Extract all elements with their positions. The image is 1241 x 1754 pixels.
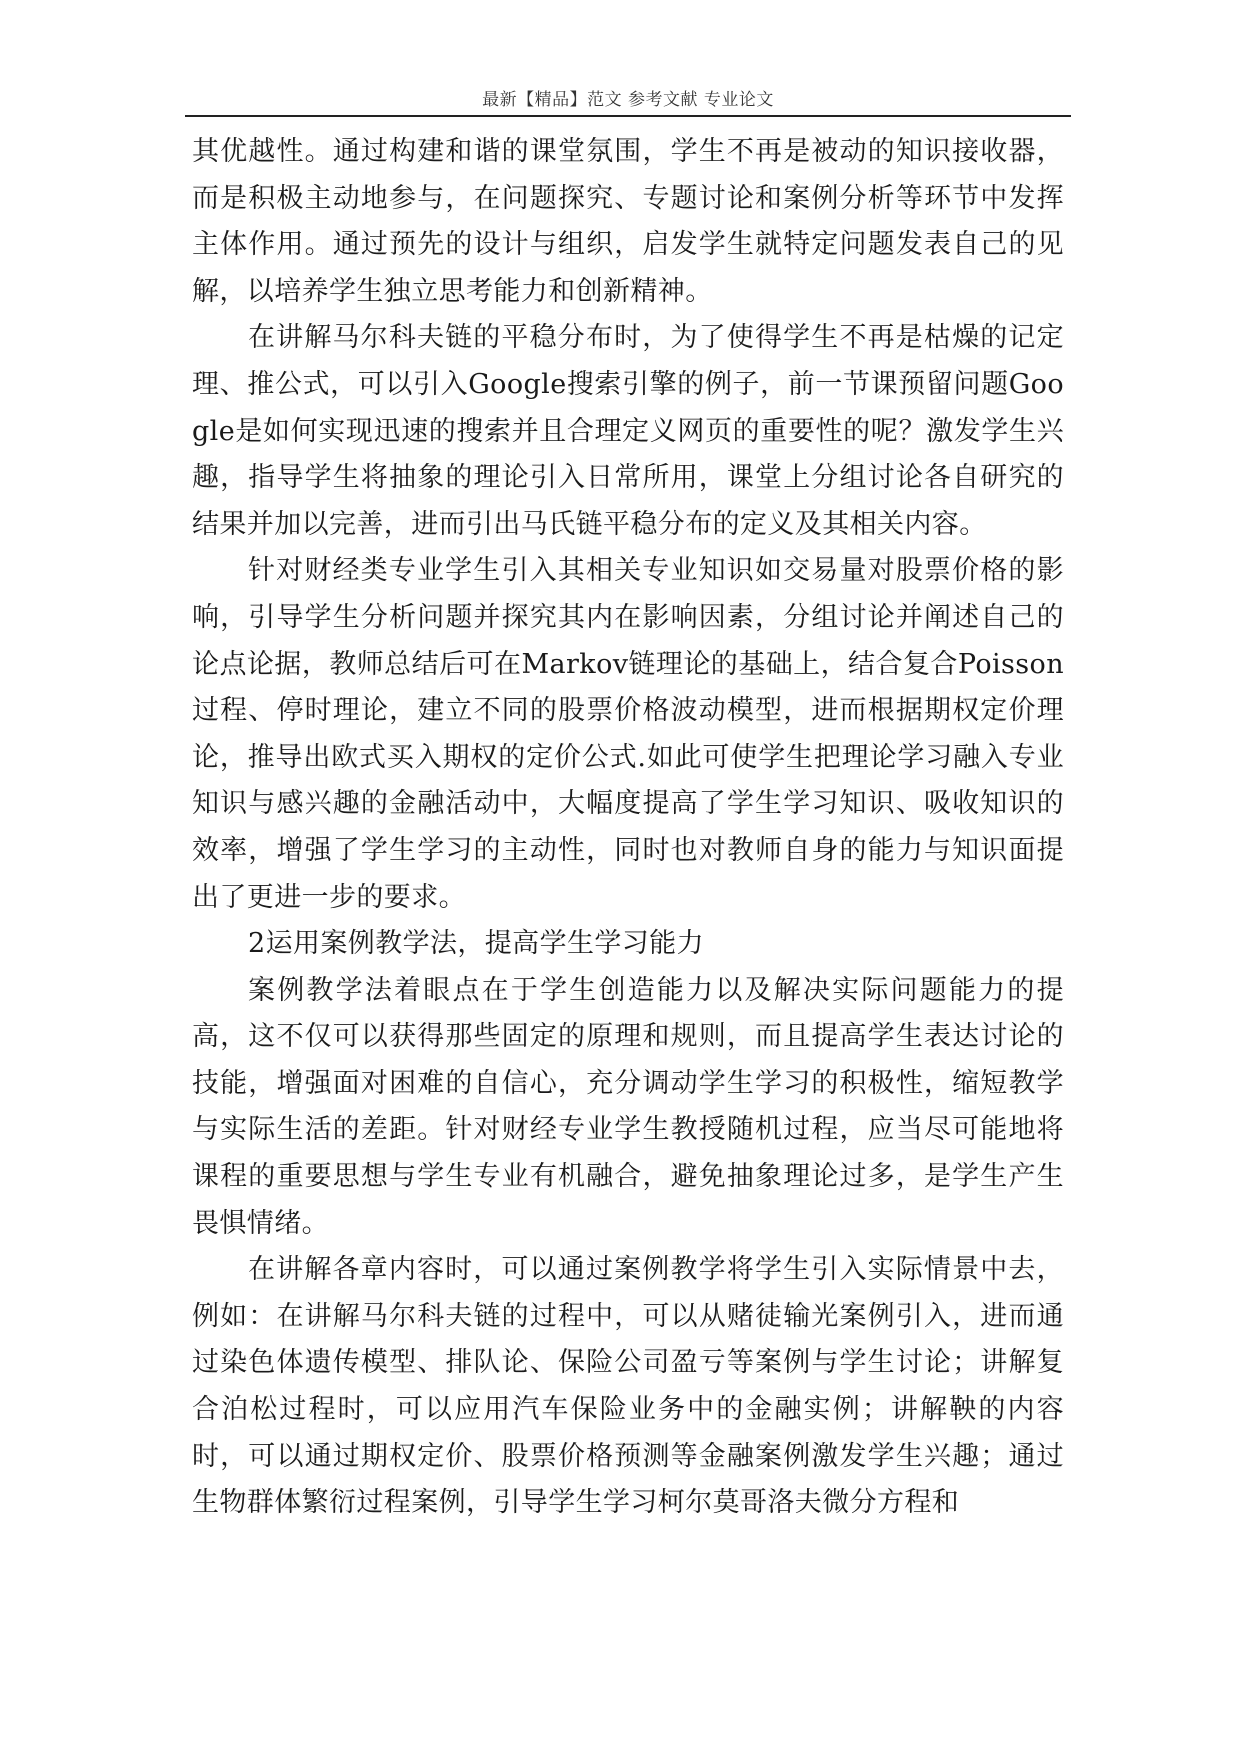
paragraph-2: 在讲解马尔科夫链的平稳分布时，为了使得学生不再是枯燥的记定理、推公式，可以引入Google搜索引擎的例子，前一节课预留问题Google是如何实现迅速的搜索并且合理定义网页的重要性的呢？激发学生兴趣，指导学生将抽象的理论引入日常所用，课堂上分组讨论各自研究的结果并加以完善，进而引出马氏链平稳分布的定义及其相关内容。 <box>192 322 1064 540</box>
paragraph-1: 其优越性。通过构建和谐的课堂氛围，学生不再是被动的知识接收器，而是积极主动地参与，在问题探究、专题讨论和案例分析等环节中发挥主体作用。通过预先的设计与组织，启发学生就特定问题发表自己的见解，以培养学生独立思考能力和创新精神。 <box>192 136 1064 307</box>
paragraph-4: 案例教学法着眼点在于学生创造能力以及解决实际问题能力的提高，这不仅可以获得那些固定的原理和规则，而且提高学生表达讨论的技能，增强面对困难的自信心，充分调动学生学习的积极性，缩短教学与实际生活的差距。针对财经专业学生教授随机过程，应当尽可能地将课程的重要思想与学生专业有机融合，避免抽象理论过多，是学生产生畏惧情绪。 <box>192 974 1064 1239</box>
paragraph-3: 针对财经类专业学生引入其相关专业知识如交易量对股票价格的影响，引导学生分析问题并探究其内在影响因素，分组讨论并阐述自己的论点论据，教师总结后可在Markov链理论的基础上，结合复合Poisson过程、停时理论，建立不同的股票价格波动模型，进而根据期权定价理论，推导出欧式买入期权的定价公式.如此可使学生把理论学习融入专业知识与感兴趣的金融活动中，大幅度提高了学生学习知识、吸收知识的效率，增强了学生学习的主动性，同时也对教师自身的能力与知识面提出了更进一步的要求。 <box>192 555 1064 913</box>
header-divider <box>185 115 1071 117</box>
paragraph-5: 在讲解各章内容时，可以通过案例教学将学生引入实际情景中去，例如：在讲解马尔科夫链的过程中，可以从赌徒输光案例引入，进而通过染色体遗传模型、排队论、保险公司盈亏等案例与学生讨论；讲解复合泊松过程时，可以应用汽车保险业务中的金融实例；讲解鞅的内容时，可以通过期权定价、股票价格预测等金融案例激发学生兴趣；通过生物群体繁衍过程案例，引导学生学习柯尔莫哥洛夫微分方程和 <box>192 1254 1064 1519</box>
page-header: 最新【精品】范文 参考文献 专业论文 <box>482 90 774 110</box>
document-body <box>192 129 1064 1527</box>
section-heading: 2运用案例教学法，提高学生学习能力 <box>248 928 704 960</box>
